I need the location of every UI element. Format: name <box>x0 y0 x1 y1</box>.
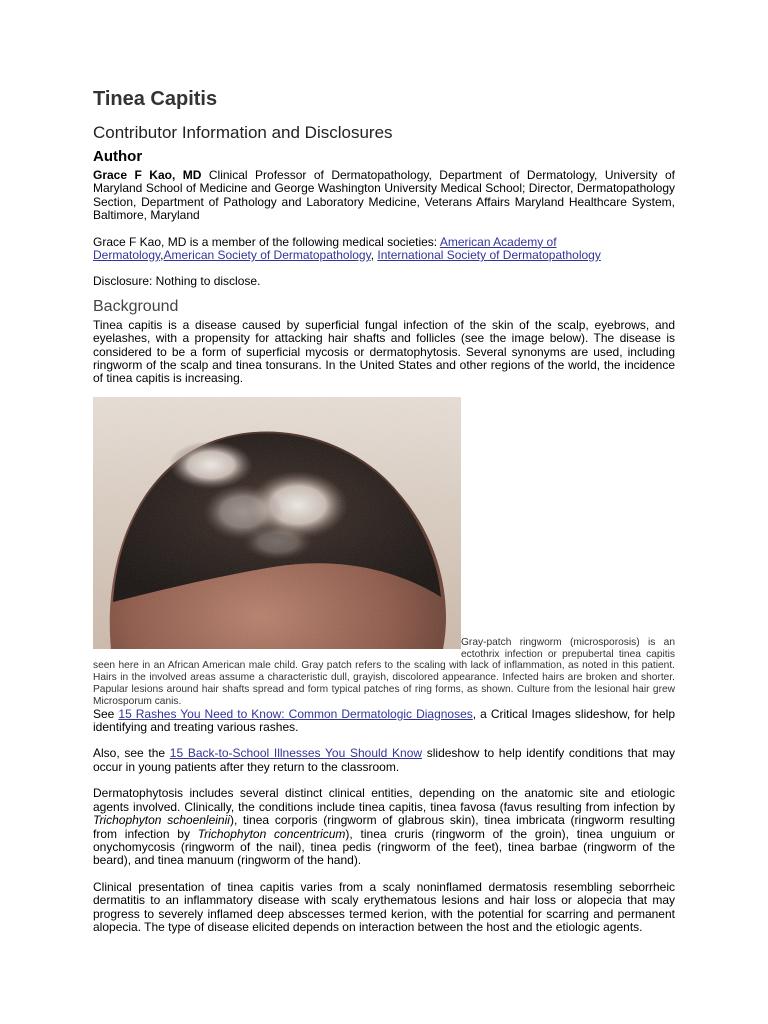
figure <box>93 397 675 708</box>
back-to-school-slideshow-link[interactable]: 15 Back-to-School Illnesses You Should Know <box>169 746 423 761</box>
text-run: ), tinea corporis (ringworm of glabrous skin), tinea imbricata (ringworm resulting from infection by <box>93 813 675 841</box>
see-suffix: slideshow to help identify conditions that may occur in young patients after they return to the classroom. <box>93 746 675 774</box>
page-title: Tinea Capitis <box>93 88 218 110</box>
scalp-photo-drawing <box>93 397 461 649</box>
see-prefix: See <box>93 706 119 721</box>
dermatophytosis-paragraph <box>93 787 675 867</box>
societies-paragraph <box>93 236 675 263</box>
species-name: Trichophyton concentricum <box>197 826 346 841</box>
disclosure: Disclosure: Nothing to disclose. <box>93 274 261 289</box>
see-back-to-school-paragraph <box>93 747 675 774</box>
text-run: ), tinea cruris (ringworm of the groin), tinea unguium or onychomycosis (ringworm of the nail), tinea pedis (ringworm of the feet), tinea barbae (ringworm of the beard), and tinea manuum (ringworm of the hand). <box>93 826 676 868</box>
societies-intro: Grace F Kao, MD is a member of the following medical societies: <box>93 234 440 249</box>
society-link-asdp[interactable]: American Society of Dermatopathology <box>163 248 371 263</box>
author-bio <box>93 169 675 223</box>
section-title: Contributor Information and Disclosures <box>93 123 393 142</box>
background-paragraph: Tinea capitis is a disease caused by superficial fungal infection of the skin of the scalp, eyebrows, and eyelashes, with a propensity for attacking hair shafts and follicles (see the image below). The disease is considered to be a form of superficial mycosis or dermatophytosis. Several synonyms are used, including ringworm of the scalp and tinea tonsurans. In the United States and other regions of the world, the incidence of tinea capitis is increasing. <box>93 317 675 386</box>
separator: , <box>160 248 164 263</box>
article <box>93 86 675 934</box>
author-bio-text: Clinical Professor of Dermatopathology, Department of Dermatology, University of Maryland School of Medicine and George Washington University Medical School; Director, Dermatopathology Section, Department of Pathology and Laboratory Medicine, Veterans Affairs Maryland Healthcare System, Baltimore, Maryland <box>93 168 675 223</box>
separator: , <box>370 248 378 263</box>
background-heading: Background <box>93 297 179 315</box>
figure-caption: Gray-patch ringworm (microsporosis) is an ectothrix infection or prepubertal tinea capitis seen here in an African American male child. Gray patch refers to the scaling with lack of inflammation, as noted in this patient. Hairs in the involved areas assume a characteristic dull, grayish, discolored appearance. Infected hairs are broken and shorter. Papular lesions around hair shafts spread and form typical patches of ring forms, as shown. Culture from the lesional hair grew Microsporum canis. <box>93 636 675 707</box>
clinical-presentation-paragraph: Clinical presentation of tinea capitis varies from a scaly noninflamed dermatosis resembling seborrheic dermatitis to an inflammatory disease with scaly erythematous lesions and hair loss or alopecia that may progress to severely inflamed deep abscesses termed kerion, with the potential for scarring and permanent alopecia. The type of disease elicited depends on interaction between the host and the etiologic agents. <box>93 879 675 934</box>
see-suffix: , a Critical Images slideshow, for help identifying and treating various rashes. <box>93 706 676 735</box>
see-rashes-paragraph <box>93 708 675 735</box>
scalp-photo[interactable] <box>93 397 461 649</box>
rashes-slideshow-link[interactable]: 15 Rashes You Need to Know: Common Dermatologic Diagnoses <box>118 706 473 721</box>
text-run: Dermatophytosis includes several distinct clinical entities, depending on the anatomic site and etiologic agents involved. Clinically, the conditions include tinea capitis, tinea favosa (favus resulting from infection by <box>93 786 675 814</box>
author-heading: Author <box>93 148 143 165</box>
author-name: Grace F Kao, MD <box>93 168 202 182</box>
society-link-aad[interactable]: American Academy of Dermatology <box>93 234 557 263</box>
see-prefix: Also, see the <box>93 746 170 761</box>
society-link-isdp[interactable]: International Society of Dermatopathology <box>377 248 601 263</box>
species-name: Trichophyton schoenleinii <box>93 813 230 828</box>
